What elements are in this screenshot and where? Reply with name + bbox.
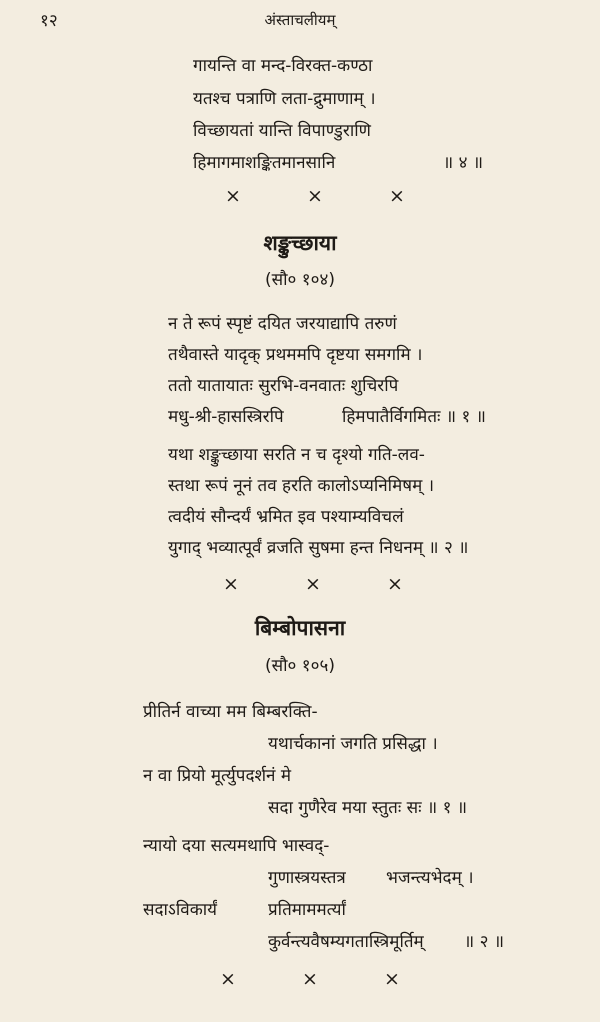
verse-line: ततो यातायातः सुरभि-वनवातः शुचिरपि xyxy=(168,376,399,396)
verse-line: यथा शङ्कुच्छाया सरति न च दृश्यो गति-लव- xyxy=(168,445,425,465)
verse-line: गायन्ति वा मन्द-विरक्त-कण्ठा xyxy=(193,56,373,76)
verse-line: प्रीतिर्न वाच्या मम बिम्बरक्ति- xyxy=(143,702,318,722)
separator-mark: × xyxy=(225,185,241,207)
separator-mark: × xyxy=(387,573,403,595)
verse-line: न्यायो दया सत्यमथापि भास्वद्- xyxy=(143,836,330,856)
separator-mark: × xyxy=(307,185,323,207)
section-separator xyxy=(190,573,436,595)
verse-line: प्रतिमाममर्त्यां xyxy=(268,900,346,920)
verse-line: युगाद् भव्यात्पूर्वं व्रजति सुषमा हन्त निधनम् ॥ २ ॥ xyxy=(168,538,469,558)
poem-reference: (सौ० १०५) xyxy=(265,656,335,676)
verse-number: ॥ ४ ॥ xyxy=(443,153,484,173)
verse-line: न ते रूपं स्पृष्टं दयित जरयाद्यापि तरुणं xyxy=(168,314,397,334)
verse-line: न वा प्रियो मूर्त्युपदर्शनं मे xyxy=(143,766,292,786)
verse-line: यथार्चकानां जगति प्रसिद्धा । xyxy=(268,734,438,754)
verse-line: सदा गुणैरेव मया स्तुतः सः ॥ १ ॥ xyxy=(268,798,468,818)
separator-mark: × xyxy=(302,968,318,990)
verse-line: विच्छायतां यान्ति विपाण्डुराणि xyxy=(193,121,371,141)
verse-line: त्वदीयं सौन्दर्यं भ्रमित इव पश्याम्यविचलं xyxy=(168,507,404,527)
verse-line-tail: हिमपातैर्विगमितः ॥ १ ॥ xyxy=(342,407,486,427)
section-separator xyxy=(192,185,438,207)
poem-title: बिम्बोपासना xyxy=(254,616,346,640)
poem-title: शङ्कुच्छाया xyxy=(263,231,337,255)
separator-mark: × xyxy=(389,185,405,207)
verse-line: तथैवास्ते यादृक् प्रथममपि दृष्टया समगमि । xyxy=(168,345,423,365)
separator-mark: × xyxy=(223,573,239,595)
verse-line: मधु-श्री-हासस्त्रिरपि xyxy=(168,407,284,427)
verse-line: यतश्च पत्राणि लता-द्रुमाणाम् । xyxy=(193,89,376,109)
verse-line: भजन्त्यभेदम् । xyxy=(386,868,474,888)
verse-number: ॥ २ ॥ xyxy=(464,932,505,952)
verse-line: स्तथा रूपं नूनं तव हरति कालोऽप्यनिमिषम् । xyxy=(168,476,435,496)
verse-line: हिमागमाशङ्कितमानसानि xyxy=(193,153,336,173)
verse-line: गुणास्त्रयस्तत्र xyxy=(268,868,346,888)
separator-mark: × xyxy=(384,968,400,990)
verse-line: सदाऽविकार्यं xyxy=(143,900,218,920)
separator-mark: × xyxy=(305,573,321,595)
poem-reference: (सौ० १०४) xyxy=(265,270,335,290)
separator-mark: × xyxy=(220,968,236,990)
verse-line: कुर्वन्त्यवैषम्यगतास्त्रिमूर्तिम् xyxy=(268,932,424,952)
page-number: १२ xyxy=(40,11,58,31)
running-title: अंस्ताचलीयम् xyxy=(264,11,336,29)
section-separator xyxy=(187,968,433,990)
